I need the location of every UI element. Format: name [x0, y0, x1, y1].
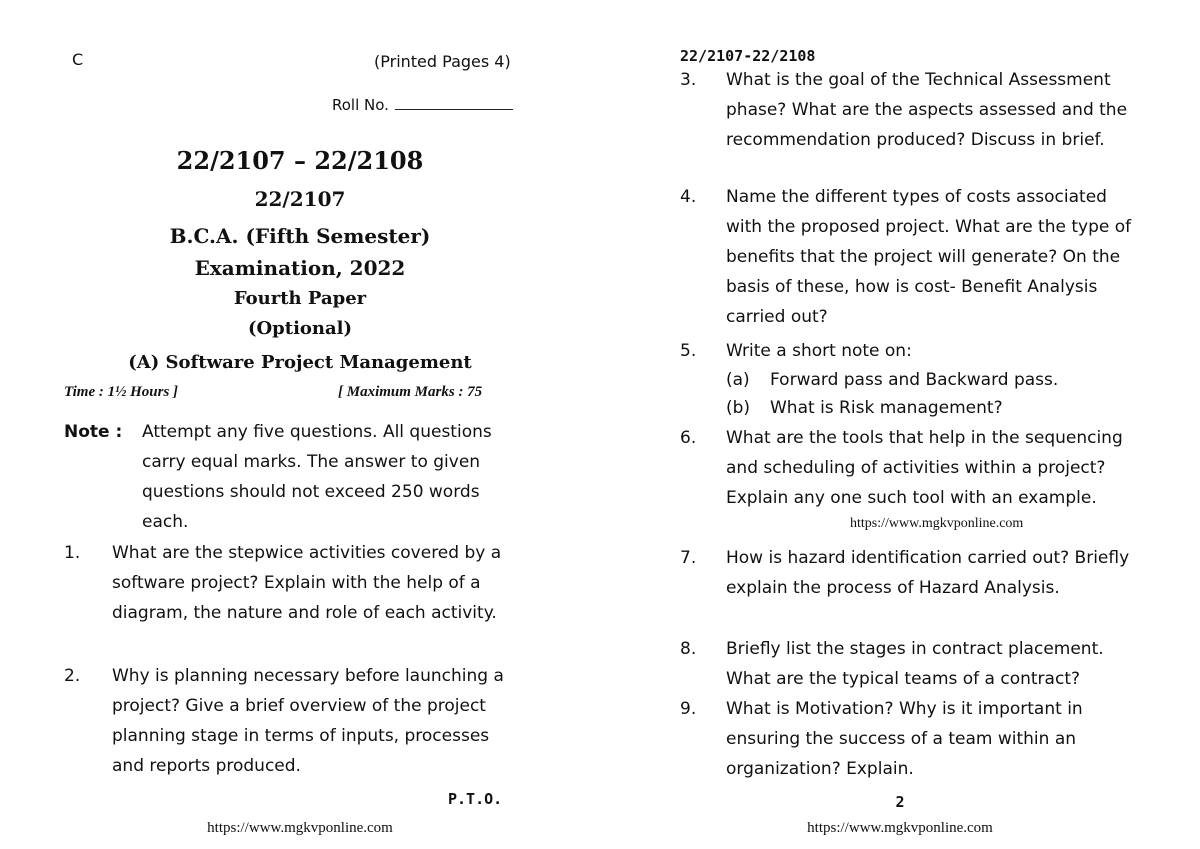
subject-title: (A) Software Project Management — [128, 352, 472, 373]
question-text: Write a short note on: — [726, 341, 912, 361]
question-number: 2. — [64, 666, 81, 686]
footer-url: https://www.mgkvponline.com — [807, 820, 993, 836]
roll-no-blank — [395, 95, 513, 110]
footer-url: https://www.mgkvponline.com — [207, 820, 393, 836]
page-number: 2 — [895, 793, 905, 811]
pto-label: P.T.O. — [448, 790, 503, 808]
maximum-marks: [ Maximum Marks : 75 — [338, 384, 483, 400]
roll-no — [332, 95, 513, 114]
question-number: 8. — [680, 639, 697, 659]
inline-url: https://www.mgkvponline.com — [850, 516, 1024, 531]
note-label: Note : — [64, 422, 123, 442]
header-codes: 22/2107-22/2108 — [680, 47, 816, 65]
paper-number: Fourth Paper — [233, 288, 367, 309]
sub-label: (a) — [726, 370, 750, 390]
sub-label: (b) — [726, 398, 751, 418]
optional-label: (Optional) — [247, 318, 353, 339]
note-text: Attempt any five questions. All questions carry equal marks. The answer to given questions should not exceed 250 words each. — [142, 422, 492, 532]
question-number: 3. — [680, 70, 697, 90]
roll-no-label: Roll No. — [332, 96, 389, 114]
question-number: 7. — [680, 548, 697, 568]
question-text: What are the stepwice activities covered by a software project? Explain with the help of a diagram, the nature and role of each activity. — [112, 543, 502, 623]
sub-text: Forward pass and Backward pass. — [770, 370, 1059, 390]
question-text: Name the different types of costs associated with the proposed project. What are the type of benefits that the project will generate? On the basis of these, how is cost- Benefit Analysis carried out? — [726, 187, 1132, 327]
paper-code: 22/2107 — [254, 187, 346, 211]
right-page — [600, 0, 1200, 849]
question-number: 6. — [680, 428, 697, 448]
course: B.C.A. (Fifth Semester) — [169, 224, 431, 248]
question-number: 4. — [680, 187, 697, 207]
question-text: Briefly list the stages in contract placement. What are the typical teams of a contract? — [726, 639, 1104, 689]
question-number: 9. — [680, 699, 697, 719]
question-text: What are the tools that help in the sequencing and scheduling of activities within a project? Explain any one such tool with an example. — [726, 428, 1123, 508]
question-number: 1. — [64, 543, 81, 563]
question-number: 5. — [680, 341, 697, 361]
corner-letter: C — [72, 50, 84, 69]
sub-text: What is Risk management? — [770, 398, 1003, 418]
paper-codes-title: 22/2107 – 22/2108 — [176, 146, 424, 175]
question-text: What is Motivation? Why is it important in ensuring the success of a team within an organization? Explain. — [726, 699, 1083, 779]
printed-pages: (Printed Pages 4) — [374, 52, 511, 71]
exam-year: Examination, 2022 — [194, 256, 406, 280]
question-text: How is hazard identification carried out? Briefly explain the process of Hazard Analysis. — [726, 548, 1130, 598]
question-text: Why is planning necessary before launching a project? Give a brief overview of the project planning stage in terms of inputs, processes and reports produced. — [112, 666, 504, 776]
question-text: What is the goal of the Technical Assessment phase? What are the aspects assessed and the recommendation produced? Discuss in brief. — [726, 70, 1128, 150]
time-limit: Time : 1½ Hours ] — [64, 384, 179, 400]
